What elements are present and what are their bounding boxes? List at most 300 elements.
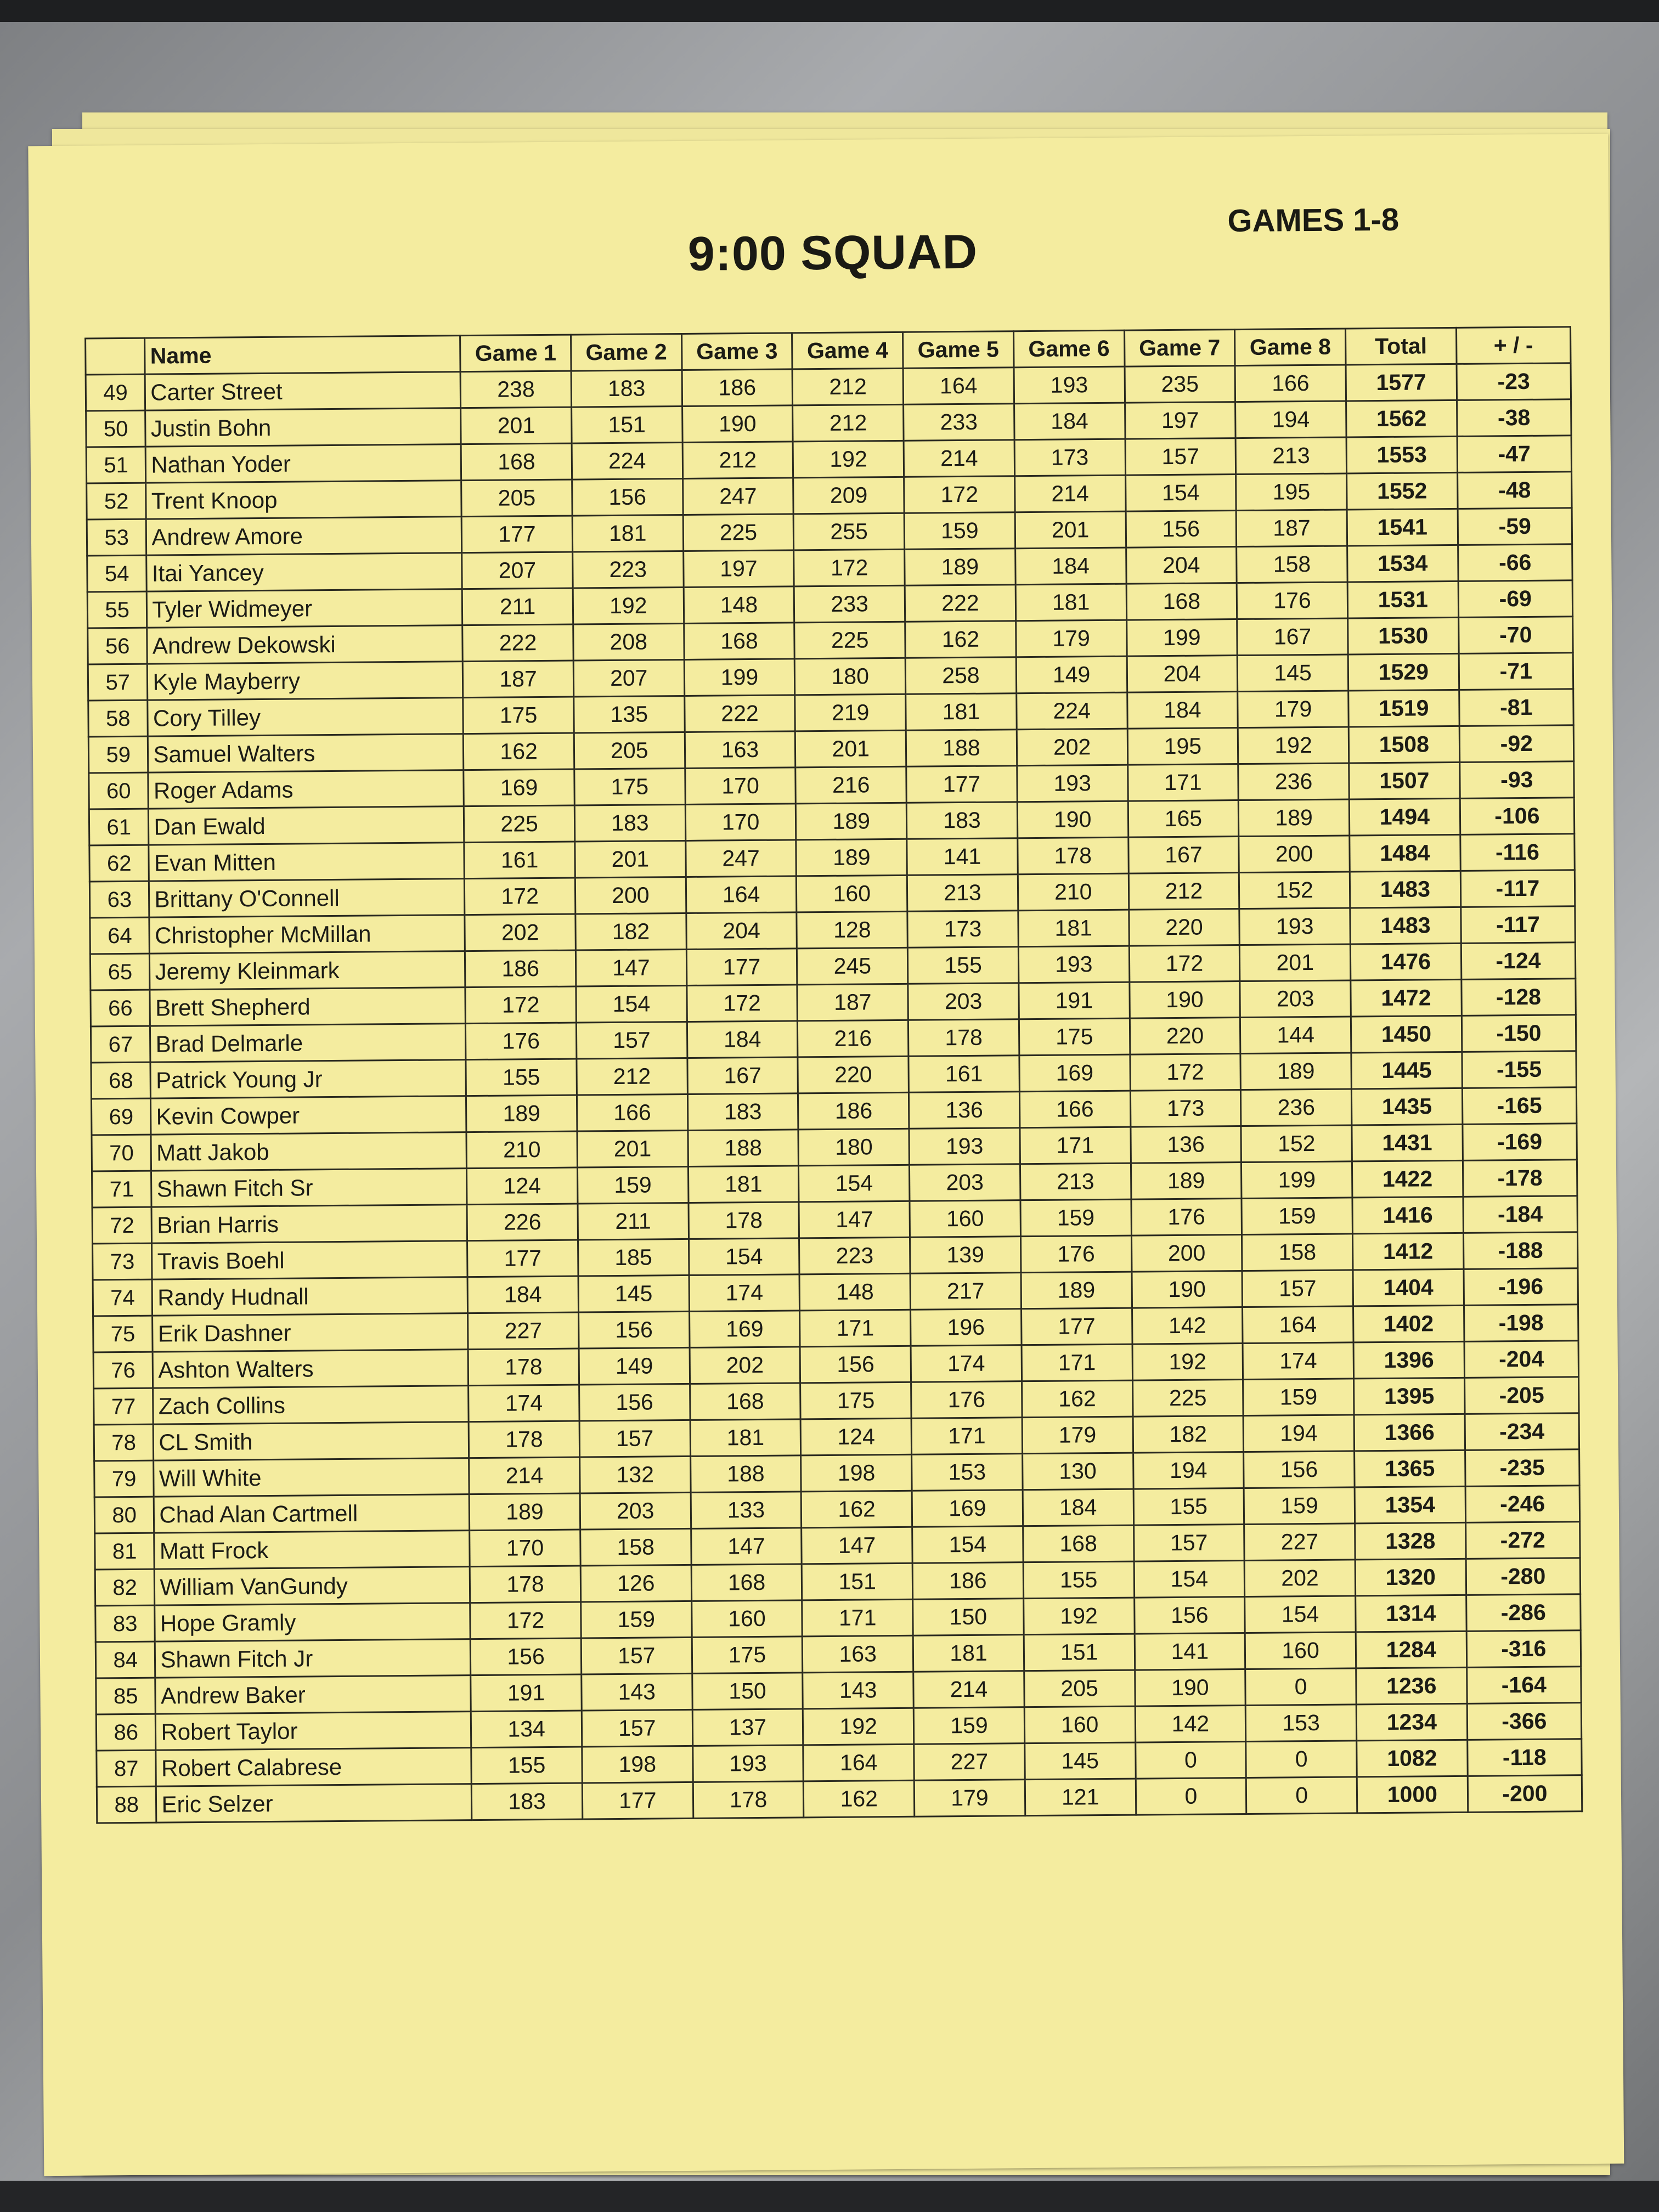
game-score: 233 — [794, 585, 905, 623]
game-score: 133 — [691, 1492, 802, 1529]
game-score: 178 — [469, 1421, 579, 1458]
plus-minus-cell: -117 — [1460, 870, 1575, 907]
plus-minus-cell: -150 — [1462, 1015, 1576, 1052]
game-score: 162 — [464, 733, 574, 770]
game-score: 182 — [575, 913, 686, 950]
game-score: 176 — [1020, 1235, 1131, 1273]
game-score: 184 — [1127, 692, 1238, 729]
game-score: 176 — [1131, 1199, 1242, 1236]
game-score: 211 — [578, 1203, 689, 1240]
game-score: 225 — [1132, 1380, 1243, 1417]
game-score: 162 — [905, 621, 1016, 658]
rank-cell: 57 — [88, 664, 148, 701]
bowler-name: Matt Frock — [154, 1531, 470, 1570]
name-header: Name — [145, 336, 460, 375]
game-header: Game 5 — [903, 331, 1014, 369]
plus-minus-cell: -286 — [1466, 1594, 1581, 1632]
bowler-name: Trent Knoop — [146, 481, 461, 520]
bowler-name: Roger Adams — [148, 770, 464, 809]
game-score: 145 — [1237, 654, 1348, 692]
game-score: 219 — [795, 694, 906, 731]
game-score: 188 — [690, 1455, 801, 1493]
game-score: 150 — [692, 1673, 803, 1710]
game-score: 168 — [690, 1383, 800, 1420]
plus-minus-cell: -272 — [1465, 1522, 1580, 1559]
rank-cell: 76 — [93, 1352, 153, 1389]
game-score: 247 — [685, 840, 796, 877]
scores-table — [84, 326, 1583, 1824]
game-score: 225 — [464, 805, 575, 843]
game-score: 162 — [802, 1491, 912, 1528]
game-score: 223 — [799, 1237, 910, 1274]
bowler-name: Andrew Baker — [155, 1675, 471, 1714]
game-score: 224 — [572, 442, 682, 479]
game-score: 199 — [684, 659, 795, 696]
game-score: 201 — [575, 840, 686, 878]
game-score: 164 — [1243, 1306, 1353, 1344]
game-score: 170 — [685, 804, 796, 841]
game-score: 187 — [797, 984, 908, 1021]
rank-cell: 69 — [91, 1098, 151, 1135]
total-cell: 1082 — [1357, 1740, 1468, 1777]
plus-minus-cell: -116 — [1460, 834, 1575, 871]
total-cell: 1494 — [1349, 798, 1460, 836]
game-score: 178 — [468, 1348, 579, 1386]
game-score: 212 — [792, 368, 903, 405]
game-score: 177 — [582, 1782, 693, 1819]
total-cell: 1402 — [1353, 1305, 1464, 1342]
total-cell: 1484 — [1350, 834, 1460, 872]
rank-cell: 52 — [87, 483, 146, 520]
rank-cell: 61 — [89, 809, 149, 845]
game-score: 181 — [688, 1166, 799, 1203]
game-score: 184 — [1015, 548, 1126, 585]
game-score: 194 — [1235, 401, 1346, 438]
game-score: 204 — [1127, 656, 1238, 693]
bowler-name: Hope Gramly — [155, 1603, 470, 1642]
bowler-name: Kevin Cowper — [151, 1096, 466, 1135]
game-score: 192 — [573, 587, 684, 624]
game-score: 192 — [793, 441, 904, 478]
game-score: 172 — [470, 1602, 581, 1639]
game-score: 204 — [686, 912, 797, 950]
plus-minus-cell: -164 — [1466, 1667, 1581, 1704]
bowler-name: Patrick Young Jr — [150, 1060, 466, 1099]
game-score: 199 — [1242, 1161, 1352, 1199]
total-cell: 1529 — [1348, 653, 1459, 691]
bowler-name: Nathan Yoder — [146, 444, 461, 483]
game-score: 130 — [1022, 1453, 1133, 1490]
game-score: 149 — [1016, 656, 1127, 693]
game-score: 216 — [798, 1020, 909, 1057]
game-score: 147 — [802, 1527, 912, 1564]
game-score: 178 — [693, 1781, 804, 1819]
plus-minus-cell: -280 — [1466, 1558, 1581, 1595]
total-cell: 1284 — [1356, 1631, 1466, 1668]
game-score: 148 — [799, 1273, 910, 1311]
game-score: 171 — [1020, 1127, 1131, 1164]
game-score: 159 — [904, 512, 1015, 550]
game-score: 186 — [682, 369, 793, 407]
game-score: 202 — [1244, 1560, 1355, 1597]
game-score: 121 — [1025, 1779, 1136, 1816]
game-score: 168 — [691, 1564, 802, 1601]
game-score: 179 — [1238, 691, 1348, 728]
game-score: 177 — [461, 516, 572, 553]
game-score: 153 — [1245, 1705, 1356, 1742]
total-cell: 1431 — [1352, 1124, 1463, 1161]
game-score: 190 — [682, 405, 793, 443]
plus-minus-cell: -59 — [1458, 508, 1572, 545]
game-score: 192 — [1238, 727, 1349, 764]
game-score: 158 — [1242, 1234, 1353, 1271]
game-score: 155 — [1023, 1561, 1134, 1599]
game-score: 157 — [1133, 1525, 1244, 1562]
game-score: 159 — [1243, 1379, 1354, 1416]
game-score: 159 — [581, 1601, 692, 1638]
bowler-name: Tyler Widmeyer — [147, 589, 462, 628]
total-cell: 1000 — [1357, 1776, 1468, 1813]
rank-cell: 71 — [92, 1171, 152, 1207]
game-score: 153 — [912, 1454, 1023, 1491]
rank-cell: 75 — [93, 1316, 153, 1352]
game-score: 176 — [911, 1381, 1022, 1419]
rank-cell: 70 — [92, 1135, 151, 1171]
game-score: 156 — [1244, 1451, 1355, 1488]
game-score: 158 — [580, 1528, 691, 1566]
game-score: 151 — [802, 1563, 913, 1600]
game-score: 169 — [689, 1311, 800, 1348]
game-score: 190 — [1129, 981, 1240, 1019]
bowler-name: Brett Shepherd — [150, 988, 465, 1026]
game-score: 145 — [1025, 1742, 1136, 1780]
bowler-name: Ashton Walters — [153, 1350, 469, 1389]
game-score: 172 — [904, 476, 1015, 514]
game-score: 164 — [686, 876, 797, 913]
game-score: 193 — [909, 1128, 1020, 1165]
plus-minus-cell: -234 — [1465, 1413, 1579, 1451]
game-score: 193 — [1239, 908, 1350, 945]
bowler-name: Cory Tilley — [148, 698, 463, 737]
game-score: 175 — [1019, 1018, 1130, 1056]
bowler-name: Kyle Mayberry — [148, 662, 463, 701]
game-score: 213 — [1020, 1163, 1131, 1200]
plus-minus-cell: -47 — [1457, 436, 1572, 473]
game-score: 0 — [1136, 1778, 1246, 1815]
rank-cell: 51 — [86, 447, 146, 483]
game-score: 164 — [903, 368, 1014, 405]
game-score: 207 — [462, 552, 573, 589]
rank-cell: 85 — [96, 1678, 156, 1714]
total-cell: 1314 — [1356, 1595, 1466, 1632]
game-score: 202 — [1017, 729, 1127, 766]
game-score: 202 — [465, 914, 575, 951]
game-score: 195 — [1127, 728, 1238, 765]
game-score: 172 — [687, 985, 798, 1022]
game-score: 164 — [803, 1744, 914, 1781]
game-score: 182 — [1133, 1416, 1244, 1453]
game-score: 172 — [1130, 1054, 1240, 1091]
game-score: 235 — [1125, 366, 1235, 403]
game-score: 154 — [912, 1526, 1023, 1564]
plus-minus-cell: -205 — [1464, 1377, 1579, 1414]
game-score: 226 — [467, 1204, 578, 1241]
game-score: 132 — [580, 1456, 691, 1493]
bowler-name: Robert Taylor — [156, 1712, 471, 1751]
game-score: 159 — [1242, 1198, 1352, 1235]
game-score: 161 — [464, 842, 575, 879]
game-score: 162 — [804, 1780, 915, 1818]
plus-minus-cell: -70 — [1458, 617, 1573, 654]
game-score: 179 — [1022, 1417, 1133, 1454]
bowler-name: Shawn Fitch Sr — [151, 1169, 467, 1207]
bowler-name: Robert Calabrese — [156, 1748, 471, 1787]
game-score: 169 — [1019, 1054, 1130, 1092]
bowler-name: Travis Boehl — [152, 1241, 467, 1280]
total-cell: 1354 — [1355, 1486, 1465, 1523]
game-score: 192 — [1024, 1598, 1135, 1635]
total-cell: 1519 — [1348, 690, 1459, 727]
plus-minus-cell: -169 — [1463, 1124, 1577, 1161]
total-cell: 1472 — [1351, 979, 1462, 1017]
game-score: 168 — [461, 443, 572, 481]
game-score: 166 — [1019, 1091, 1130, 1128]
game-score: 233 — [904, 404, 1014, 441]
rank-cell: 87 — [97, 1750, 156, 1787]
game-score: 156 — [800, 1346, 911, 1383]
game-score: 207 — [573, 659, 684, 697]
game-score: 0 — [1245, 1668, 1356, 1706]
plus-minus-cell: -92 — [1459, 725, 1574, 763]
game-score: 179 — [914, 1780, 1025, 1817]
game-score: 157 — [581, 1637, 692, 1674]
bowler-name: Chad Alan Cartmell — [154, 1494, 470, 1533]
game-score: 212 — [682, 442, 793, 479]
bowler-name: Matt Jakob — [151, 1132, 466, 1171]
rank-cell: 77 — [94, 1388, 154, 1425]
game-score: 210 — [466, 1131, 577, 1169]
game-score: 203 — [910, 1164, 1020, 1201]
game-score: 199 — [1126, 619, 1237, 657]
game-score: 147 — [575, 949, 686, 986]
rank-cell: 55 — [87, 591, 147, 628]
rank-cell: 56 — [88, 628, 148, 664]
game-score: 183 — [571, 370, 682, 407]
game-score: 175 — [800, 1382, 911, 1419]
game-score: 167 — [1128, 837, 1239, 874]
game-score: 201 — [1015, 511, 1126, 549]
game-score: 186 — [912, 1562, 1023, 1600]
game-score: 205 — [1024, 1670, 1135, 1707]
plus-minus-cell: -200 — [1468, 1775, 1582, 1813]
game-score: 156 — [1134, 1597, 1245, 1634]
game-score: 176 — [466, 1023, 577, 1060]
plus-minus-cell: -204 — [1464, 1341, 1579, 1378]
game-score: 171 — [1022, 1344, 1132, 1381]
rank-cell: 65 — [90, 953, 150, 990]
game-score: 0 — [1246, 1741, 1357, 1778]
rank-cell: 59 — [88, 736, 148, 773]
game-score: 150 — [913, 1599, 1024, 1636]
game-header: Game 8 — [1235, 329, 1346, 366]
game-score: 172 — [1129, 945, 1240, 983]
rank-cell: 79 — [94, 1460, 154, 1497]
game-score: 171 — [1127, 764, 1238, 802]
game-score: 193 — [1014, 366, 1125, 404]
game-score: 203 — [580, 1492, 691, 1530]
game-score: 177 — [906, 766, 1017, 803]
game-score: 152 — [1241, 1125, 1352, 1163]
game-score: 168 — [1126, 583, 1237, 620]
total-cell: 1422 — [1352, 1160, 1463, 1198]
plus-minus-cell: -165 — [1462, 1087, 1577, 1125]
game-header: Game 3 — [681, 333, 792, 370]
game-score: 144 — [1240, 1017, 1351, 1054]
dark-surface-bottom — [0, 2181, 1659, 2212]
game-score: 178 — [1018, 837, 1128, 874]
rank-cell: 80 — [94, 1497, 154, 1533]
game-score: 175 — [463, 697, 574, 734]
game-score: 236 — [1238, 763, 1349, 800]
game-score: 178 — [470, 1566, 580, 1603]
game-score: 211 — [462, 588, 573, 625]
game-score: 220 — [798, 1056, 909, 1093]
game-score: 160 — [797, 875, 907, 912]
games-label: GAMES 1-8 — [1227, 201, 1400, 239]
game-score: 214 — [913, 1671, 1024, 1708]
game-score: 154 — [576, 985, 687, 1023]
game-score: 143 — [582, 1673, 692, 1711]
game-score: 169 — [912, 1490, 1023, 1527]
game-score: 0 — [1135, 1742, 1246, 1779]
rank-cell: 68 — [91, 1062, 151, 1099]
game-score: 190 — [1132, 1271, 1243, 1308]
game-score: 180 — [798, 1128, 909, 1166]
game-score: 202 — [690, 1347, 800, 1384]
bowler-name: Erik Dashner — [153, 1313, 468, 1352]
plus-minus-cell: -71 — [1459, 653, 1573, 690]
plus-minus-cell: -178 — [1463, 1160, 1577, 1197]
total-cell: 1320 — [1355, 1559, 1466, 1596]
game-score: 154 — [799, 1165, 910, 1202]
game-score: 204 — [1126, 547, 1237, 584]
game-header: Game 1 — [460, 335, 571, 372]
game-score: 236 — [1241, 1089, 1352, 1126]
game-score: 152 — [1239, 872, 1350, 909]
game-score: 212 — [577, 1058, 687, 1095]
rank-cell: 72 — [92, 1207, 152, 1244]
game-score: 200 — [575, 877, 686, 914]
plus-minus-cell: -38 — [1457, 399, 1571, 437]
game-score: 157 — [1125, 438, 1236, 476]
sheet-title: 9:00 SQUAD — [687, 224, 978, 281]
plus-minus-cell: -235 — [1465, 1449, 1579, 1487]
plus-minus-cell: -48 — [1457, 472, 1572, 509]
game-score: 172 — [465, 986, 576, 1024]
total-cell: 1395 — [1354, 1378, 1465, 1415]
game-score: 162 — [1022, 1380, 1132, 1418]
game-score: 213 — [1235, 437, 1346, 475]
game-score: 197 — [1125, 402, 1235, 439]
game-score: 224 — [1017, 692, 1127, 730]
rank-cell: 60 — [89, 772, 149, 809]
game-score: 154 — [689, 1238, 799, 1276]
game-score: 157 — [582, 1709, 692, 1747]
total-cell: 1404 — [1353, 1269, 1464, 1306]
game-score: 160 — [691, 1600, 802, 1638]
rank-cell: 49 — [86, 374, 145, 411]
score-sheet — [28, 134, 1624, 2176]
game-score: 183 — [472, 1783, 583, 1820]
plus-minus-cell: -184 — [1463, 1196, 1578, 1233]
plus-minus-cell: -93 — [1459, 761, 1574, 799]
game-score: 201 — [577, 1130, 688, 1167]
game-score: 0 — [1246, 1777, 1357, 1814]
total-cell: 1508 — [1348, 726, 1459, 763]
rank-cell: 82 — [95, 1569, 155, 1606]
game-score: 155 — [1133, 1488, 1244, 1526]
bowler-name: CL Smith — [154, 1422, 469, 1461]
bowler-name: Randy Hudnall — [153, 1277, 468, 1316]
game-score: 181 — [913, 1635, 1024, 1672]
game-score: 201 — [1240, 944, 1351, 981]
bowler-name: Evan Mitten — [149, 843, 464, 882]
game-score: 187 — [1236, 510, 1347, 547]
game-score: 184 — [1014, 403, 1125, 440]
plus-minus-cell: -23 — [1457, 363, 1571, 400]
game-score: 161 — [909, 1056, 1019, 1093]
game-score: 166 — [1235, 365, 1346, 402]
bowler-name: Carter Street — [145, 372, 461, 411]
game-score: 201 — [461, 407, 572, 444]
total-cell: 1396 — [1353, 1341, 1464, 1379]
game-score: 163 — [803, 1635, 913, 1673]
game-score: 216 — [795, 766, 906, 804]
game-score: 255 — [794, 513, 905, 550]
rank-cell: 64 — [90, 917, 150, 954]
total-cell: 1507 — [1349, 762, 1460, 799]
plus-minus-cell: -106 — [1460, 798, 1575, 835]
total-header: Total — [1346, 328, 1457, 365]
game-score: 181 — [1015, 584, 1126, 621]
rank-cell: 78 — [94, 1424, 154, 1461]
game-score: 179 — [1016, 620, 1127, 657]
game-score: 223 — [573, 551, 684, 588]
game-score: 176 — [1237, 582, 1347, 619]
game-header: Game 7 — [1124, 330, 1235, 367]
game-score: 181 — [690, 1419, 801, 1457]
game-score: 157 — [576, 1022, 687, 1059]
game-score: 145 — [578, 1275, 689, 1312]
game-score: 214 — [469, 1457, 580, 1494]
game-score: 175 — [692, 1637, 803, 1674]
game-score: 184 — [467, 1276, 578, 1313]
game-score: 174 — [689, 1274, 800, 1312]
rank-cell: 84 — [95, 1641, 155, 1678]
game-score: 220 — [1128, 909, 1239, 946]
game-score: 128 — [797, 911, 907, 949]
game-score: 190 — [1017, 801, 1128, 838]
game-score: 156 — [579, 1311, 690, 1348]
plus-minus-cell: -246 — [1465, 1486, 1580, 1523]
game-score: 155 — [466, 1059, 577, 1096]
bowler-name: Will White — [154, 1458, 469, 1497]
game-score: 197 — [683, 550, 794, 588]
total-cell: 1445 — [1351, 1052, 1462, 1089]
game-score: 141 — [907, 838, 1018, 876]
bowler-name: Dan Ewald — [149, 806, 464, 845]
game-score: 159 — [1244, 1487, 1355, 1525]
